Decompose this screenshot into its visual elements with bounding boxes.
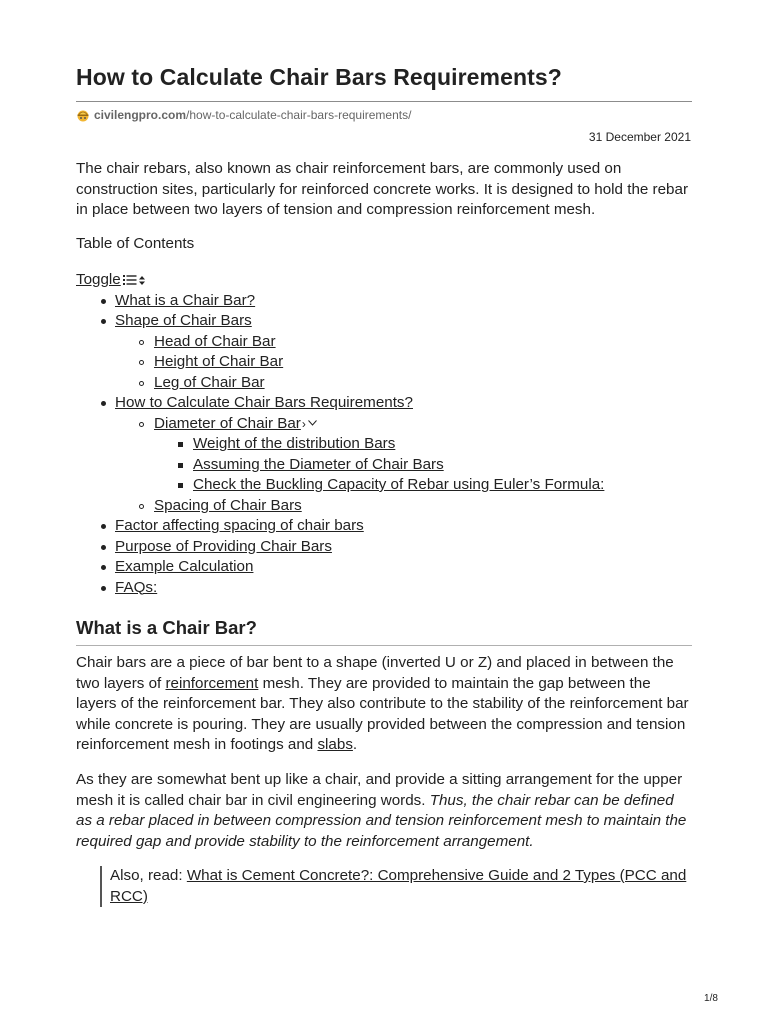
toc-link[interactable]: Weight of the distribution Bars bbox=[193, 435, 396, 452]
toc-item[interactable] bbox=[76, 537, 692, 558]
bullet-disc bbox=[101, 565, 106, 570]
paragraph-text: mesh. They are provided to maintain the gap between the layers of the reinforcement bar. They also contribute to the stability of the reinforcement bar while concrete is pouring. They are usually provided between the compression and tension reinforcement mesh in footings and bbox=[76, 674, 689, 753]
section-divider bbox=[76, 645, 692, 646]
toc-item[interactable] bbox=[76, 352, 692, 373]
bullet-circle bbox=[139, 504, 144, 509]
etymology-paragraph bbox=[76, 770, 692, 852]
toc-link[interactable]: Height of Chair Bar bbox=[154, 353, 284, 370]
toc-link[interactable]: Diameter of Chair Bar bbox=[154, 414, 301, 432]
toc-title: Table of Contents bbox=[76, 235, 195, 252]
bullet-square bbox=[178, 483, 183, 488]
toc-item[interactable] bbox=[76, 291, 692, 312]
quote-prefix: Also, read: bbox=[110, 867, 187, 884]
definition-paragraph bbox=[76, 653, 692, 756]
toc-item[interactable] bbox=[76, 332, 692, 353]
toc-item[interactable] bbox=[76, 557, 692, 578]
paragraph-text: Chair bars are a piece of bar bent to a shape (inverted U or Z) and placed in between the two layers of bbox=[76, 654, 674, 692]
bullet-disc bbox=[101, 524, 106, 529]
intro-paragraph: The chair rebars, also known as chair reinforcement bars, are commonly used on construction sites, particularly for reinforced concrete works. It is designed to hold the rebar in place between two layers of tension and compression reinforcement mesh. bbox=[76, 160, 689, 218]
bullet-disc bbox=[101, 586, 106, 591]
toc-item[interactable] bbox=[76, 373, 692, 394]
bullet-square bbox=[178, 442, 183, 447]
chevron-right-icon[interactable]: › bbox=[301, 416, 306, 431]
bullet-circle bbox=[139, 340, 144, 345]
toc-item[interactable] bbox=[76, 393, 692, 414]
bullet-disc bbox=[101, 299, 106, 304]
page-number: 1/8 bbox=[704, 993, 718, 1004]
toc-item[interactable] bbox=[76, 475, 692, 496]
toc-link[interactable]: Leg of Chair Bar bbox=[154, 373, 265, 391]
page-total: 8 bbox=[712, 993, 718, 1004]
toc-link[interactable]: Shape of Chair Bars bbox=[115, 312, 252, 329]
slabs-link[interactable]: slabs bbox=[317, 736, 353, 753]
reinforcement-link[interactable]: reinforcement bbox=[165, 674, 259, 692]
also-read-quote bbox=[100, 866, 690, 907]
toc-link[interactable]: Factor affecting spacing of chair bars bbox=[115, 517, 364, 534]
toc-item[interactable] bbox=[76, 434, 692, 455]
table-of-contents bbox=[76, 270, 692, 598]
bullet-square bbox=[178, 463, 183, 468]
list-icon bbox=[123, 275, 137, 285]
bullet-disc bbox=[101, 401, 106, 406]
bullet-disc bbox=[101, 319, 106, 324]
toc-item[interactable] bbox=[76, 455, 692, 476]
publish-date: 31 December 2021 bbox=[588, 130, 691, 144]
page-current: 1 bbox=[704, 993, 710, 1004]
toc-link[interactable]: Check the Buckling Capacity of Rebar using Euler’s Formula: bbox=[193, 476, 605, 493]
source-url[interactable] bbox=[76, 107, 411, 123]
toc-link[interactable]: Assuming the Diameter of Chair Bars bbox=[193, 455, 444, 473]
bullet-circle bbox=[139, 381, 144, 386]
also-read-link[interactable]: What is Cement Concrete?: Comprehensive Guide and 2 Types (PCC and RCC) bbox=[110, 867, 687, 905]
source-path: /how-to-calculate-chair-bars-requirements/ bbox=[186, 108, 412, 122]
page-title: How to Calculate Chair Bars Requirements? bbox=[76, 64, 562, 90]
toc-item[interactable] bbox=[76, 516, 692, 537]
toc-link[interactable]: How to Calculate Chair Bars Requirements? bbox=[115, 394, 413, 411]
sort-arrows-icon bbox=[139, 276, 145, 285]
toc-link[interactable]: Spacing of Chair Bars bbox=[154, 496, 302, 514]
toc-list bbox=[76, 291, 692, 599]
bullet-circle bbox=[139, 422, 144, 427]
paragraph-text: . bbox=[352, 736, 358, 753]
toc-link[interactable]: Head of Chair Bar bbox=[154, 332, 276, 350]
paragraph-text: As they are somewhat bent up like a chair, and provide a sitting arrangement for the upper mesh it is called chair bar in civil engineering words. bbox=[76, 771, 683, 809]
toc-link[interactable]: FAQs: bbox=[115, 578, 158, 596]
toc-item[interactable] bbox=[76, 311, 692, 332]
toc-toggle[interactable] bbox=[76, 270, 692, 291]
title-divider bbox=[76, 101, 692, 102]
bullet-circle bbox=[139, 360, 144, 365]
site-favicon-icon bbox=[76, 108, 90, 122]
toc-item[interactable] bbox=[76, 496, 692, 517]
section-heading: What is a Chair Bar? bbox=[76, 617, 257, 638]
toc-item[interactable] bbox=[76, 414, 692, 435]
toc-link[interactable]: Purpose of Providing Chair Bars bbox=[115, 537, 332, 555]
toc-toggle-link[interactable]: Toggle bbox=[76, 271, 121, 288]
bullet-disc bbox=[101, 545, 106, 550]
definition-emphasis: Thus, the chair rebar can be defined as a rebar placed in between compression and tension reinforcement mesh to maintain the required gap and provide stability to the reinforcement arrangement. bbox=[76, 791, 687, 850]
toc-link[interactable]: Example Calculation bbox=[115, 558, 254, 575]
chevron-down-icon[interactable] bbox=[308, 420, 317, 426]
toc-link[interactable]: What is a Chair Bar? bbox=[115, 291, 256, 309]
toc-item[interactable] bbox=[76, 578, 692, 599]
source-domain: civilengpro.com bbox=[94, 108, 187, 122]
